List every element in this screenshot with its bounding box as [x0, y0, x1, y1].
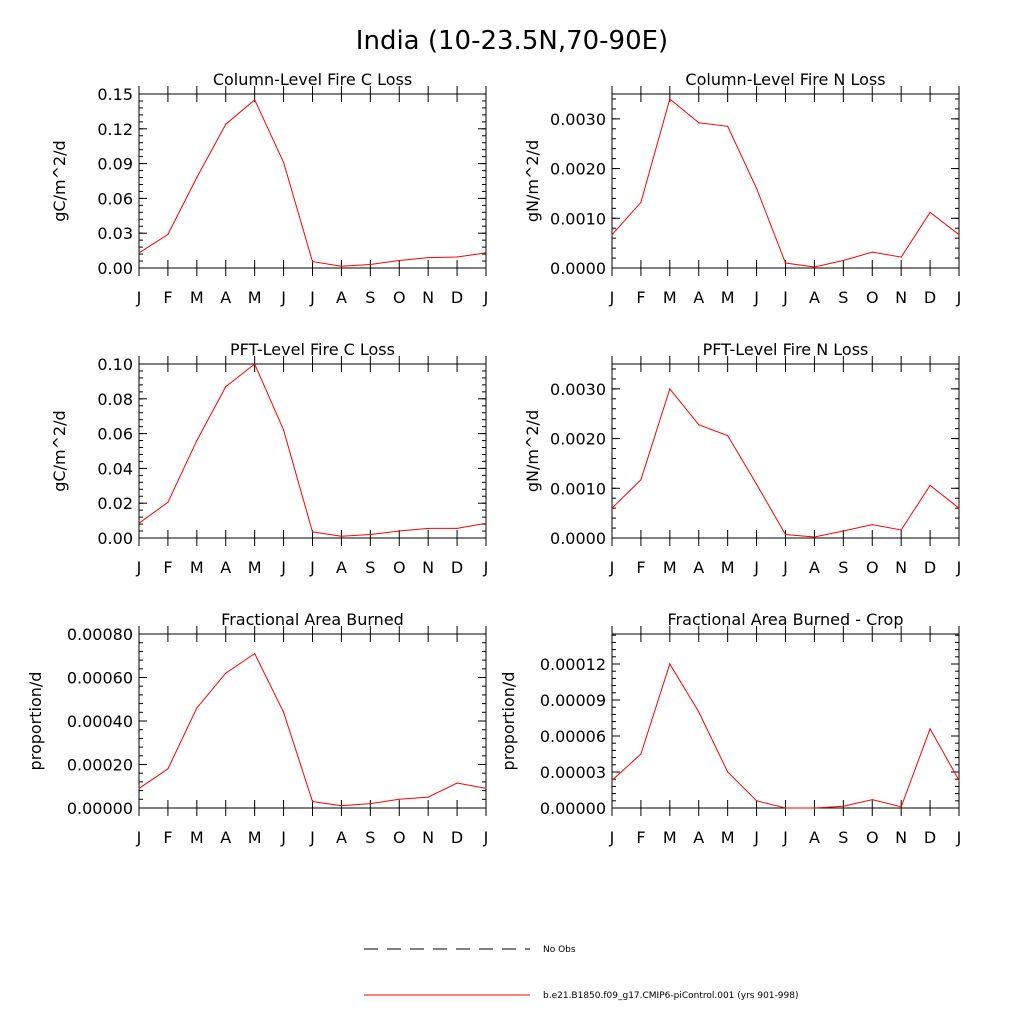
plot-frame: [612, 634, 959, 808]
x-tick-label: S: [838, 828, 849, 847]
x-tick-label: J: [281, 828, 286, 847]
y-tick-label: 0.00000: [539, 799, 606, 818]
data-point: [312, 801, 313, 802]
chart-panel-3: [50, 340, 488, 577]
data-point: [138, 252, 139, 253]
y-tick-label: 0.00000: [66, 799, 133, 818]
x-tick-label: A: [693, 288, 705, 307]
x-tick-label: J: [754, 558, 759, 577]
data-point: [901, 256, 902, 257]
chart-panel-2: [523, 70, 961, 307]
x-tick-label: M: [720, 828, 735, 847]
data-point: [370, 264, 371, 265]
data-point: [785, 534, 786, 535]
x-tick-label: J: [609, 288, 615, 307]
x-tick-label: F: [163, 558, 173, 577]
x-tick-label: D: [923, 558, 937, 577]
y-axis-label: gN/m^2/d: [523, 139, 542, 223]
data-point: [456, 782, 457, 783]
series-line: [139, 654, 486, 806]
panel-title: Column-Level Fire C Loss: [212, 70, 413, 89]
x-tick-label: A: [220, 558, 232, 577]
data-point: [225, 673, 226, 674]
y-tick-label: 0.00060: [66, 668, 133, 688]
y-tick-label: 0.0030: [550, 109, 606, 129]
x-tick-label: J: [136, 558, 142, 577]
x-tick-label: S: [838, 558, 849, 577]
data-point: [669, 388, 670, 389]
x-tick-label: J: [281, 288, 286, 307]
data-point: [283, 712, 284, 713]
y-tick-label: 0.00040: [66, 712, 133, 731]
y-tick-label: 0.03: [97, 224, 133, 244]
data-point: [814, 536, 815, 537]
data-point: [727, 435, 728, 436]
data-point: [958, 234, 959, 235]
x-tick-label: J: [483, 558, 489, 577]
y-tick-label: 0.0020: [550, 159, 606, 179]
x-tick-label: S: [365, 828, 376, 847]
data-point: [640, 479, 641, 480]
x-tick-label: D: [450, 828, 464, 847]
y-tick-label: 0.09: [97, 154, 133, 174]
data-point: [929, 728, 930, 729]
y-tick-label: 0.00080: [66, 625, 133, 644]
x-tick-label: J: [136, 288, 142, 307]
data-point: [929, 485, 930, 486]
x-tick-label: F: [163, 288, 173, 307]
data-point: [756, 800, 757, 801]
x-tick-label: N: [895, 828, 908, 847]
x-tick-label: M: [247, 288, 262, 307]
x-tick-label: A: [808, 558, 820, 577]
x-tick-label: D: [923, 828, 937, 847]
x-tick-label: F: [636, 558, 646, 577]
y-tick-label: 0.06: [97, 424, 133, 444]
y-tick-label: 0.0010: [550, 209, 606, 229]
x-tick-label: A: [335, 828, 347, 847]
data-point: [399, 799, 400, 800]
data-point: [698, 424, 699, 425]
data-point: [872, 251, 873, 252]
x-tick-label: J: [783, 288, 788, 307]
data-point: [785, 807, 786, 808]
x-tick-label: A: [693, 828, 705, 847]
y-tick-label: 0.0010: [550, 479, 606, 499]
x-tick-label: J: [310, 828, 315, 847]
data-point: [399, 530, 400, 531]
x-tick-label: J: [281, 558, 286, 577]
data-point: [785, 262, 786, 263]
x-tick-label: J: [609, 558, 615, 577]
x-tick-label: J: [783, 558, 788, 577]
data-point: [756, 484, 757, 485]
data-point: [341, 266, 342, 267]
x-tick-label: M: [662, 288, 677, 307]
data-point: [254, 363, 255, 364]
data-point: [341, 536, 342, 537]
y-axis-label: gC/m^2/d: [50, 410, 69, 492]
data-point: [254, 653, 255, 654]
chart-panel-5: [26, 610, 488, 847]
data-point: [196, 707, 197, 708]
x-tick-label: M: [189, 828, 204, 847]
data-point: [399, 260, 400, 261]
y-axis-label: gN/m^2/d: [523, 409, 542, 493]
data-point: [814, 266, 815, 267]
data-point: [611, 780, 612, 781]
data-point: [196, 177, 197, 178]
plot-frame: [612, 364, 959, 538]
plot-frame: [139, 364, 486, 538]
data-point: [929, 212, 930, 213]
legend-model-label: b.e21.B1850.f09_g17.CMIP6-piControl.001 (yrs 901-998): [543, 991, 799, 1001]
x-tick-label: S: [365, 288, 376, 307]
x-tick-label: M: [720, 558, 735, 577]
x-tick-label: J: [310, 558, 315, 577]
plot-frame: [139, 94, 486, 268]
x-tick-label: A: [808, 828, 820, 847]
y-tick-label: 0.04: [97, 459, 133, 479]
x-tick-label: J: [956, 828, 962, 847]
x-tick-label: F: [636, 288, 646, 307]
x-tick-label: M: [189, 558, 204, 577]
data-point: [756, 188, 757, 189]
series-line: [612, 99, 959, 267]
x-tick-label: N: [895, 288, 908, 307]
y-tick-label: 0.00012: [539, 655, 606, 674]
data-point: [485, 252, 486, 253]
data-point: [312, 531, 313, 532]
data-point: [138, 523, 139, 524]
data-point: [727, 126, 728, 127]
data-point: [456, 528, 457, 529]
data-point: [428, 797, 429, 798]
panel-title: Fractional Area Burned - Crop: [667, 610, 904, 629]
legend-obs-label: No Obs: [543, 945, 576, 955]
y-tick-label: 0.00006: [539, 727, 606, 746]
x-tick-label: J: [956, 558, 962, 577]
data-point: [872, 799, 873, 800]
data-point: [698, 122, 699, 123]
x-tick-label: D: [450, 558, 464, 577]
data-point: [640, 753, 641, 754]
data-point: [283, 430, 284, 431]
data-point: [485, 788, 486, 789]
data-point: [698, 711, 699, 712]
x-tick-label: M: [247, 558, 262, 577]
panel-title: Column-Level Fire N Loss: [685, 70, 886, 89]
y-tick-label: 0.00: [97, 529, 133, 548]
y-axis-label: gC/m^2/d: [50, 140, 69, 222]
x-tick-label: N: [422, 558, 435, 577]
x-tick-label: A: [220, 828, 232, 847]
data-point: [872, 524, 873, 525]
x-tick-label: J: [956, 288, 962, 307]
x-tick-label: O: [392, 828, 406, 847]
x-tick-label: M: [247, 828, 262, 847]
data-point: [727, 771, 728, 772]
x-tick-label: J: [136, 828, 142, 847]
y-tick-label: 0.02: [97, 494, 133, 514]
data-point: [167, 234, 168, 235]
x-tick-label: F: [636, 828, 646, 847]
x-tick-label: O: [865, 558, 879, 577]
data-point: [843, 806, 844, 807]
data-point: [341, 805, 342, 806]
y-tick-label: 0.12: [97, 119, 133, 139]
data-point: [901, 806, 902, 807]
series-line: [612, 664, 959, 808]
x-tick-label: M: [720, 288, 735, 307]
x-tick-label: M: [189, 288, 204, 307]
x-tick-label: A: [220, 288, 232, 307]
panel-title: PFT-Level Fire N Loss: [702, 340, 869, 359]
x-tick-label: N: [422, 828, 435, 847]
data-point: [225, 386, 226, 387]
x-tick-label: M: [662, 558, 677, 577]
panel-title: Fractional Area Burned: [221, 610, 404, 629]
x-tick-label: O: [392, 558, 406, 577]
data-point: [958, 780, 959, 781]
data-point: [901, 529, 902, 530]
x-tick-label: A: [335, 288, 347, 307]
data-point: [428, 528, 429, 529]
x-tick-label: O: [392, 288, 406, 307]
y-tick-label: 0.00009: [539, 691, 606, 710]
x-tick-label: M: [662, 828, 677, 847]
y-tick-label: 0.0000: [550, 529, 606, 548]
data-point: [640, 202, 641, 203]
y-tick-label: 0.10: [97, 355, 133, 374]
x-tick-label: A: [808, 288, 820, 307]
data-point: [485, 523, 486, 524]
legend: [364, 945, 798, 1001]
data-point: [428, 257, 429, 258]
panel-title: PFT-Level Fire C Loss: [230, 340, 395, 359]
series-line: [612, 389, 959, 537]
data-point: [167, 502, 168, 503]
y-tick-label: 0.08: [97, 389, 133, 409]
y-tick-label: 0.00003: [539, 763, 606, 782]
y-tick-label: 0.00020: [66, 755, 133, 775]
data-point: [611, 234, 612, 235]
data-point: [225, 124, 226, 125]
y-tick-label: 0.0030: [550, 379, 606, 399]
data-point: [138, 788, 139, 789]
data-point: [611, 508, 612, 509]
x-tick-label: J: [483, 828, 489, 847]
data-point: [370, 534, 371, 535]
x-tick-label: J: [483, 288, 489, 307]
y-tick-label: 0.0020: [550, 429, 606, 449]
x-tick-label: D: [923, 288, 937, 307]
x-tick-label: A: [693, 558, 705, 577]
x-tick-label: O: [865, 828, 879, 847]
x-tick-label: O: [865, 288, 879, 307]
x-tick-label: J: [310, 288, 315, 307]
panels: [26, 70, 961, 847]
data-point: [669, 98, 670, 99]
y-axis-label: proportion/d: [499, 671, 518, 771]
y-tick-label: 0.15: [97, 85, 133, 104]
data-point: [254, 99, 255, 100]
y-tick-label: 0.06: [97, 189, 133, 209]
y-tick-label: 0.0000: [550, 259, 606, 278]
data-point: [843, 530, 844, 531]
x-tick-label: J: [609, 828, 615, 847]
data-point: [370, 803, 371, 804]
series-line: [139, 364, 486, 536]
series-line: [139, 100, 486, 266]
y-tick-label: 0.00: [97, 259, 133, 278]
data-point: [669, 663, 670, 664]
chart-panel-6: [499, 610, 961, 847]
x-tick-label: J: [783, 828, 788, 847]
data-point: [456, 256, 457, 257]
data-point: [283, 162, 284, 163]
data-point: [814, 807, 815, 808]
chart-panel-1: [50, 70, 488, 307]
x-tick-label: A: [335, 558, 347, 577]
data-point: [312, 261, 313, 262]
data-point: [843, 260, 844, 261]
data-point: [196, 440, 197, 441]
figure-title: India (10-23.5N,70-90E): [355, 26, 669, 56]
x-tick-label: N: [422, 288, 435, 307]
x-tick-label: J: [754, 828, 759, 847]
data-point: [958, 508, 959, 509]
x-tick-label: D: [450, 288, 464, 307]
data-point: [167, 768, 168, 769]
y-axis-label: proportion/d: [26, 671, 45, 771]
x-tick-label: N: [895, 558, 908, 577]
x-tick-label: J: [754, 288, 759, 307]
x-tick-label: S: [838, 288, 849, 307]
chart-panel-4: [523, 340, 961, 577]
x-tick-label: F: [163, 828, 173, 847]
x-tick-label: S: [365, 558, 376, 577]
